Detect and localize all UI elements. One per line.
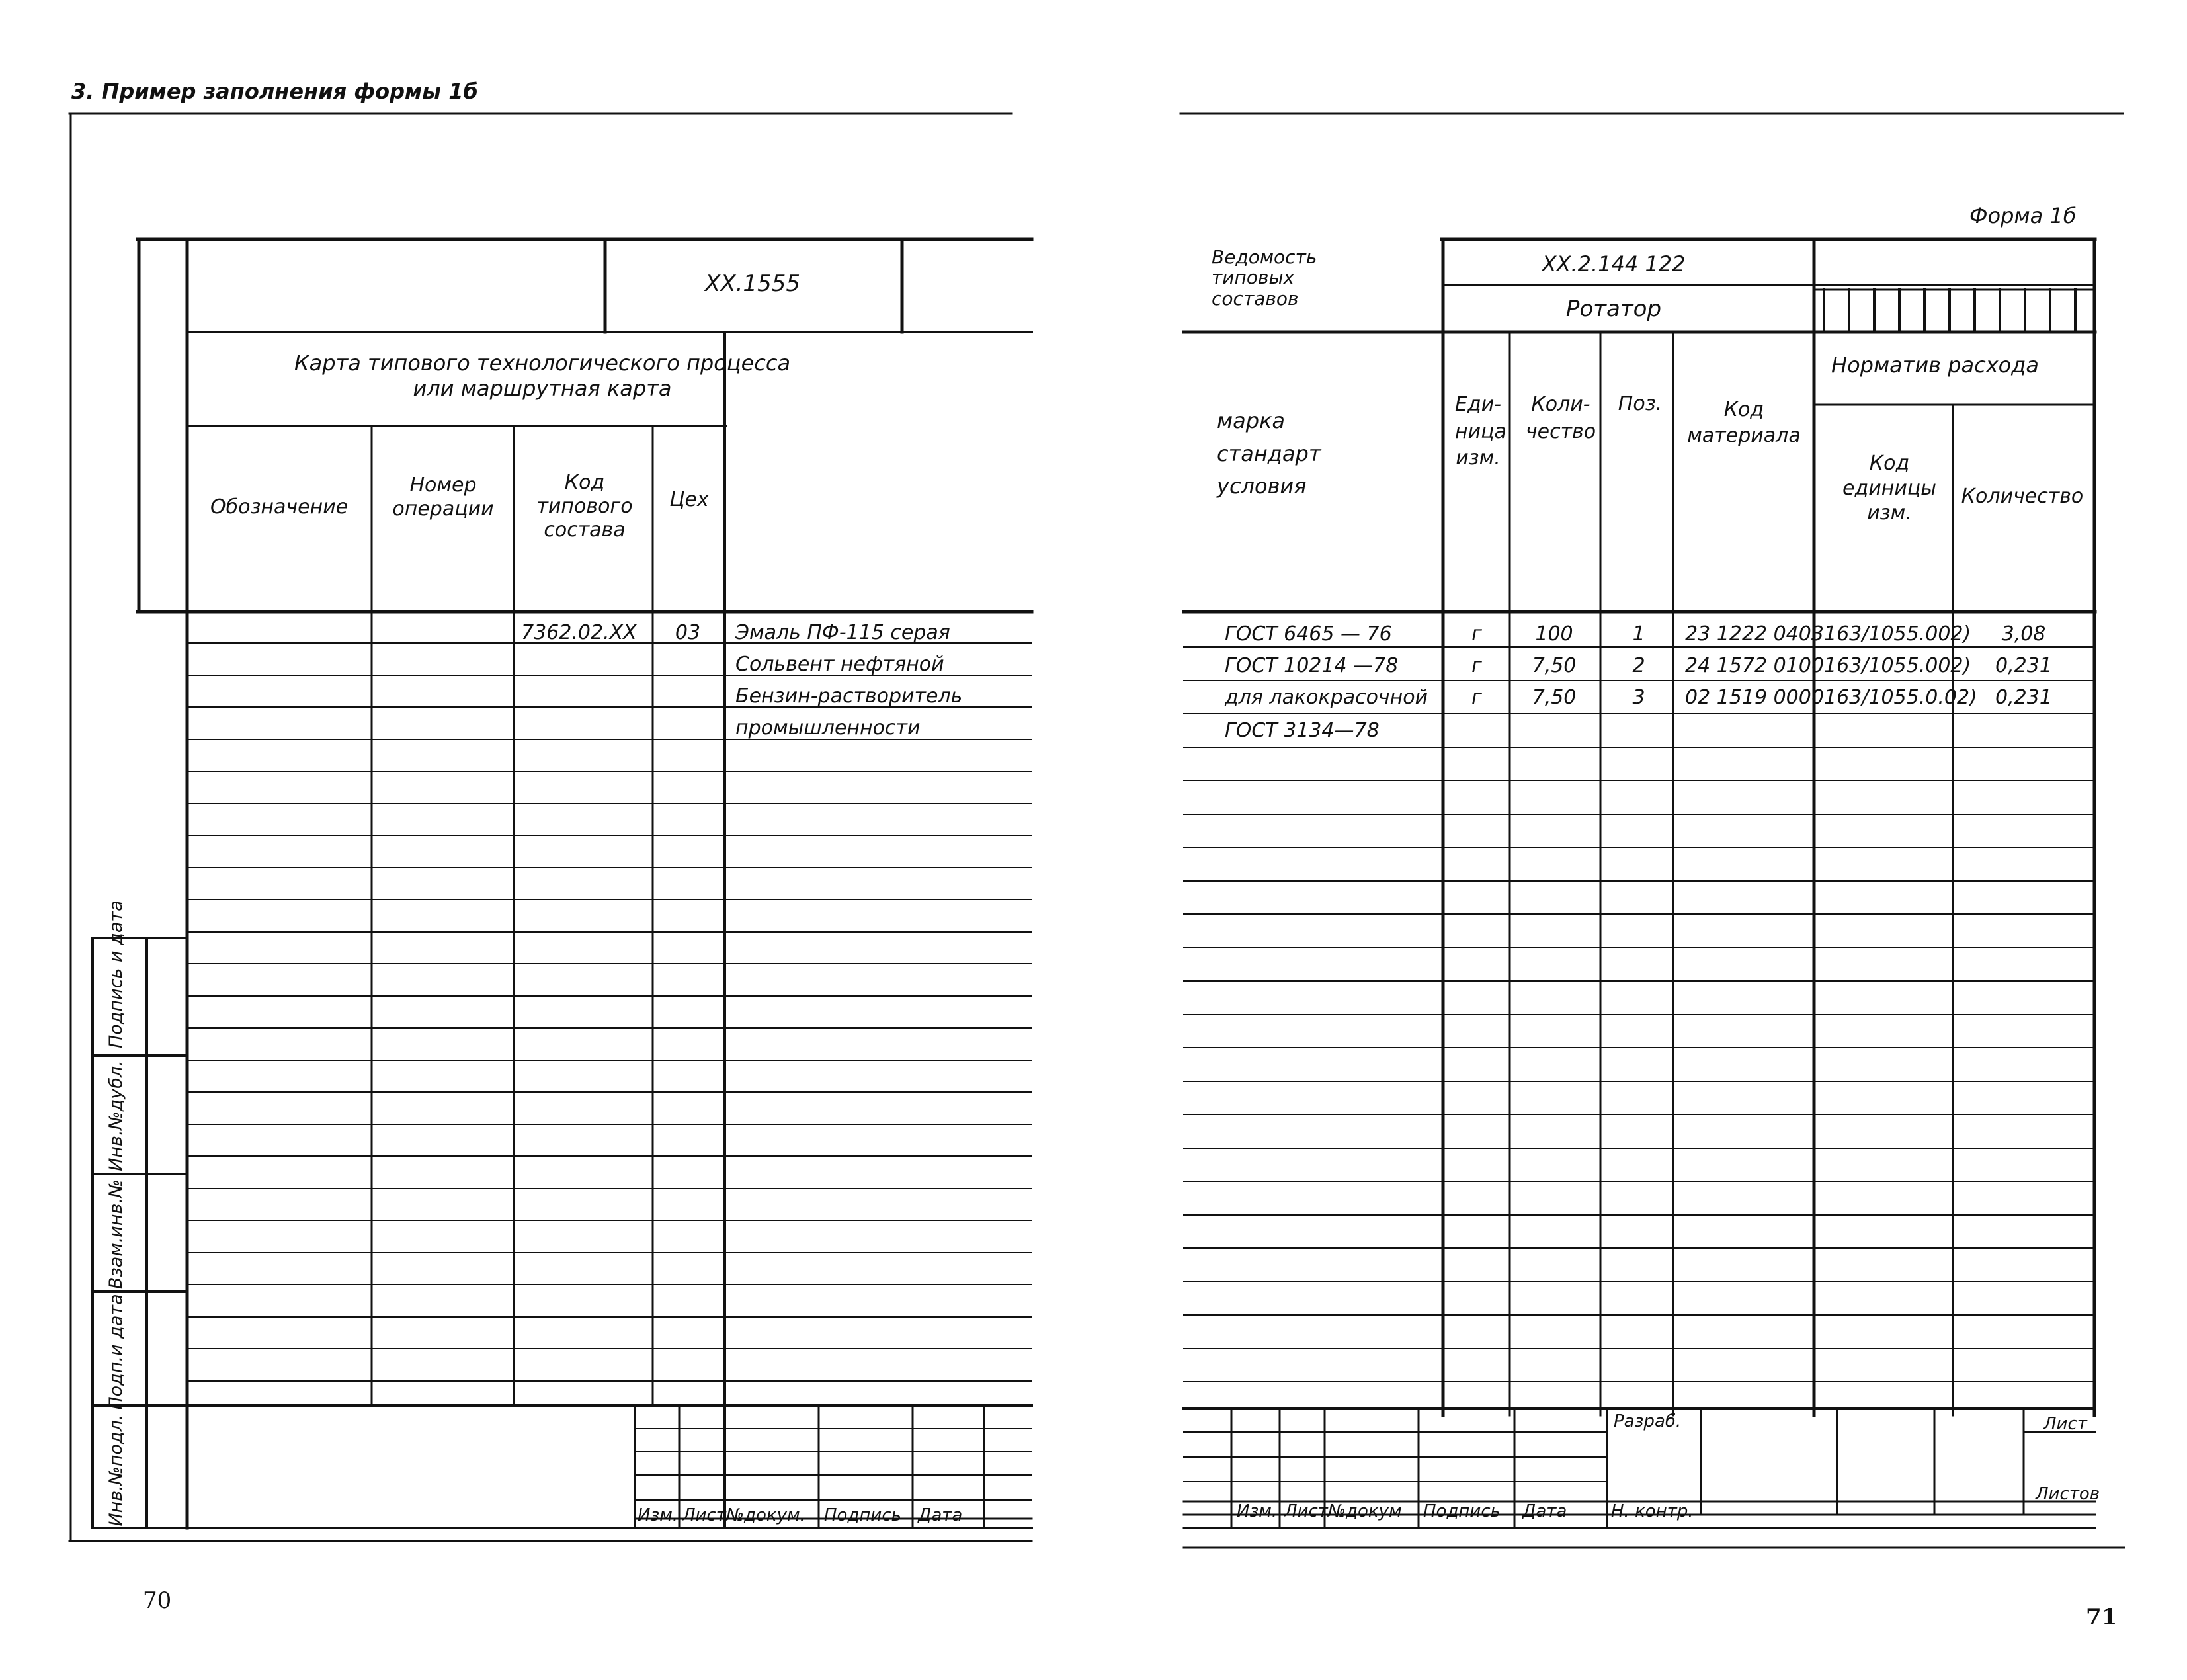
side-label-sign-date-2: Подп.и дата (105, 1294, 126, 1410)
side-label-signature-date: Подпись и дата (105, 900, 126, 1048)
right-row-2-unit: г (1471, 654, 1482, 677)
col-operation-number: Номер операции (392, 474, 494, 521)
col-shop: Цех (669, 488, 709, 511)
left-doc-code: ХХ.1555 (705, 271, 800, 297)
right-row-1-amount: 3,08 (2001, 622, 2046, 646)
left-tb-date: Дата (918, 1505, 963, 1525)
col-unit-code: Код единицы изм. (1842, 452, 1936, 525)
right-row-1-code: 23 1222 0403 (1685, 622, 1824, 646)
right-row-2-unit-code: 163/1055.002) (1824, 654, 1971, 677)
right-row-3-unit-code: 163/1055.0.02) (1824, 686, 1977, 709)
col-quantity: Коли-чество (1525, 393, 1596, 443)
right-row-3-brand: для лакокрасочной (1225, 686, 1428, 709)
right-doc-code: ХХ.2.144 122 (1542, 251, 1686, 276)
side-label-original-inv: Инв.№подл. (105, 1414, 126, 1527)
right-row-2-code: 24 1572 0100 (1685, 654, 1824, 677)
product-name: Ротатор (1565, 296, 1662, 322)
side-label-dup-inv: Инв.№дубл. (105, 1060, 126, 1171)
right-row-2-brand: ГОСТ 10214 —78 (1225, 654, 1399, 677)
right-row-2-amount: 0,231 (1995, 654, 2052, 677)
right-header-title: Ведомость типовых составов (1212, 246, 1317, 310)
right-row-1-unit-code: 163/1055.002) (1824, 622, 1971, 646)
right-row-1-pos: 1 (1632, 622, 1645, 646)
right-tb-doc-no: №докум (1328, 1501, 1402, 1521)
left-row-3-material: Бензин-растворитель (735, 685, 963, 708)
col-designation: Обозначение (210, 495, 349, 519)
right-tb-norm-control: Н. контр. (1611, 1501, 1694, 1521)
right-row-3-quantity: 7,50 (1532, 686, 1577, 709)
right-row-2-pos: 2 (1632, 654, 1645, 677)
right-tb-list: Лист (1284, 1501, 1328, 1521)
right-tb-izm: Изм. (1237, 1501, 1278, 1521)
right-page-number: 71 (2086, 1604, 2118, 1630)
right-tb-date: Дата (1522, 1501, 1567, 1521)
right-tb-sheets: Листов (2036, 1484, 2100, 1504)
right-row-1-unit: г (1471, 622, 1482, 646)
page-heading: 3. Пример заполнения формы 1б (71, 79, 478, 104)
col-composition-code: Код типового состава (536, 471, 633, 542)
left-tb-signature: Подпись (824, 1505, 901, 1525)
right-row-4-brand: ГОСТ 3134—78 (1225, 719, 1380, 742)
right-row-3-pos: 3 (1632, 686, 1645, 709)
left-row-4-material: промышленности (735, 716, 921, 739)
col-pos: Поз. (1618, 392, 1663, 415)
right-tb-signature: Подпись (1423, 1501, 1501, 1521)
right-tb-sheet: Лист (2043, 1414, 2087, 1434)
col-unit: Еди-ница изм. (1455, 393, 1506, 470)
right-row-2-quantity: 7,50 (1532, 654, 1577, 677)
col-brand: марка стандарт условия (1217, 408, 1321, 499)
right-row-3-unit: г (1471, 686, 1482, 709)
col-norm-quantity: Количество (1961, 485, 2084, 508)
left-tb-doc-no: №докум. (726, 1505, 805, 1525)
col-material-code: Код материала (1687, 398, 1801, 447)
right-row-1-quantity: 100 (1535, 622, 1573, 646)
left-row-1-material: Эмаль ПФ-115 серая (735, 621, 950, 644)
left-row-1-shop: 03 (675, 621, 701, 644)
col-norm: Норматив расхода (1831, 353, 2039, 378)
left-tb-izm: Изм. (638, 1505, 679, 1525)
right-tb-developer: Разраб. (1614, 1411, 1682, 1431)
right-row-3-amount: 0,231 (1995, 686, 2052, 709)
right-row-3-code: 02 1519 0000 (1685, 686, 1824, 709)
left-row-1-code: 7362.02.ХХ (521, 621, 637, 644)
form-label: Форма 1б (1969, 203, 2077, 228)
left-page-number: 70 (143, 1587, 172, 1614)
left-tb-list: Лист (682, 1505, 726, 1525)
left-row-2-material: Сольвент нефтяной (735, 653, 944, 676)
right-row-1-brand: ГОСТ 6465 — 76 (1225, 622, 1392, 646)
left-card-title: Карта типового технологического процесса или маршрутная карта (294, 351, 791, 401)
side-label-replace-inv: Взам.инв.№ (105, 1179, 126, 1290)
